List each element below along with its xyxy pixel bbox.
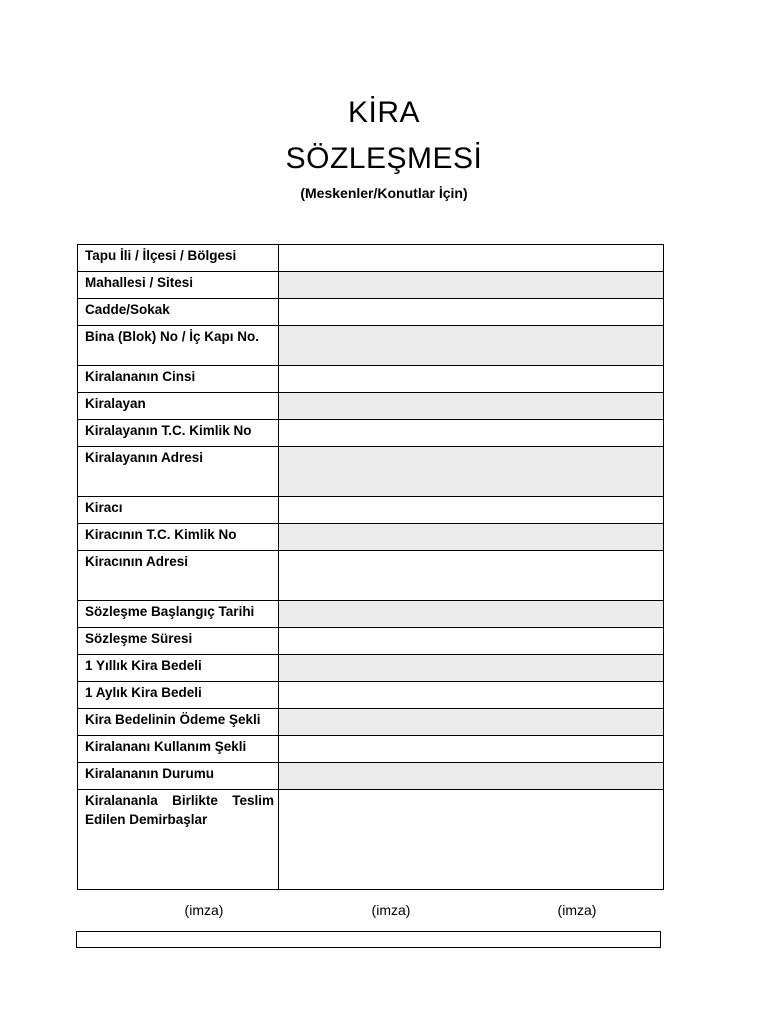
row-value-field[interactable] [279,272,664,299]
form-row-yillik [78,655,664,682]
row-label: Mahallesi / Sitesi [78,272,279,299]
row-label: Kiralayan [78,393,279,420]
form-row-mahalle [78,272,664,299]
row-label: Kiralayanın T.C. Kimlik No [78,420,279,447]
row-value-field[interactable] [279,245,664,272]
form-row-kiraci [78,497,664,524]
title-line-2: SÖZLEŞMESİ [285,142,483,175]
bottom-empty-box [76,931,661,948]
row-label: Sözleşme Süresi [78,628,279,655]
row-label: Kiralayanın Adresi [78,447,279,497]
form-row-kullanim [78,736,664,763]
form-row-durum [78,763,664,790]
row-value-field[interactable] [279,628,664,655]
form-row-kiralayan [78,393,664,420]
row-label: Kira Bedelinin Ödeme Şekli [78,709,279,736]
row-value-field[interactable] [279,524,664,551]
row-value-field[interactable] [279,601,664,628]
row-label: 1 Aylık Kira Bedeli [78,682,279,709]
row-value-field[interactable] [279,736,664,763]
form-row-aylik [78,682,664,709]
form-row-demirbaslar [78,790,664,890]
contract-form-table [77,244,664,890]
row-label: Kiralananı Kullanım Şekli [78,736,279,763]
row-label: Kiracı [78,497,279,524]
row-value-field[interactable] [279,763,664,790]
row-label: Tapu İli / İlçesi / Bölgesi [78,245,279,272]
form-row-cadde [78,299,664,326]
row-label: Sözleşme Başlangıç Tarihi [78,601,279,628]
row-value-field[interactable] [279,447,664,497]
row-value-field[interactable] [279,393,664,420]
form-row-kiralayan-tc [78,420,664,447]
row-label: Bina (Blok) No / İç Kapı No. [78,326,279,366]
row-value-field[interactable] [279,709,664,736]
form-row-kiralayan-adres [78,447,664,497]
row-label: Kiracının T.C. Kimlik No [78,524,279,551]
subtitle: (Meskenler/Konutlar İçin) [300,185,468,201]
signature-label: (imza) [371,902,411,918]
row-label: 1 Yıllık Kira Bedeli [78,655,279,682]
row-value-field[interactable] [279,790,664,890]
row-value-field[interactable] [279,551,664,601]
form-row-bina [78,326,664,366]
row-value-field[interactable] [279,299,664,326]
row-label: Kiralananın Cinsi [78,366,279,393]
form-row-baslangic [78,601,664,628]
form-row-kiraci-tc [78,524,664,551]
form-row-odeme [78,709,664,736]
form-row-cinsi [78,366,664,393]
row-label: Cadde/Sokak [78,299,279,326]
signature-label: (imza) [184,902,224,918]
row-label: Kiralananın Durumu [78,763,279,790]
row-value-field[interactable] [279,655,664,682]
row-value-field[interactable] [279,497,664,524]
form-row-sure [78,628,664,655]
title-line-1: KİRA [347,96,421,129]
row-value-field[interactable] [279,326,664,366]
row-label: Kiracının Adresi [78,551,279,601]
row-value-field[interactable] [279,366,664,393]
form-row-kiraci-adres [78,551,664,601]
row-label: Kiralananla Birlikte Teslim Edilen Demirbaşlar [78,790,279,890]
row-value-field[interactable] [279,420,664,447]
row-value-field[interactable] [279,682,664,709]
form-row-tapu [78,245,664,272]
signature-label: (imza) [557,902,597,918]
